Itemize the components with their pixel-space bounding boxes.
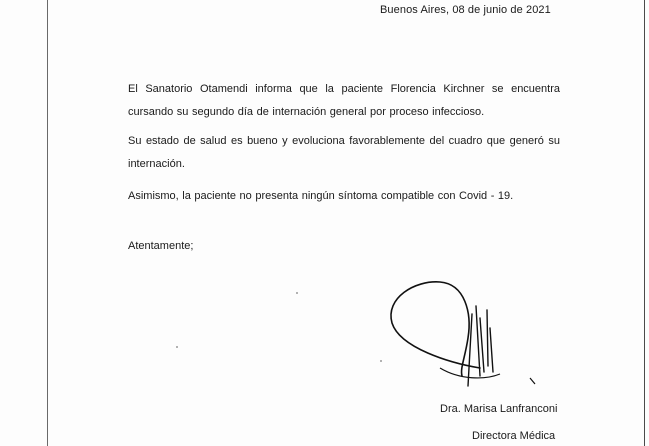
letter-closing: Atentamente;	[128, 240, 194, 252]
signer-title: Directora Médica	[472, 430, 556, 442]
letter-date: Buenos Aires, 08 de junio de 2021	[380, 4, 551, 16]
scan-edge-right	[644, 0, 645, 446]
scan-speck	[176, 346, 178, 348]
scan-speck	[296, 292, 298, 294]
scan-speck	[380, 360, 382, 362]
letter-paragraph-2: Su estado de salud es bueno y evoluciona favorablemente del cuadro que generó su internación.	[128, 135, 560, 170]
scan-edge-left	[47, 0, 48, 446]
handwritten-signature	[380, 268, 550, 408]
signer-name: Dra. Marisa Lanfranconi	[440, 403, 558, 415]
letter-paragraph-1: El Sanatorio Otamendi informa que la paciente Florencia Kirchner se encuentra cursando su segundo día de internación general por proceso infeccioso.	[128, 83, 560, 118]
letter-paragraph-3: Asimismo, la paciente no presenta ningún síntoma compatible con Covid - 19.	[128, 190, 514, 202]
